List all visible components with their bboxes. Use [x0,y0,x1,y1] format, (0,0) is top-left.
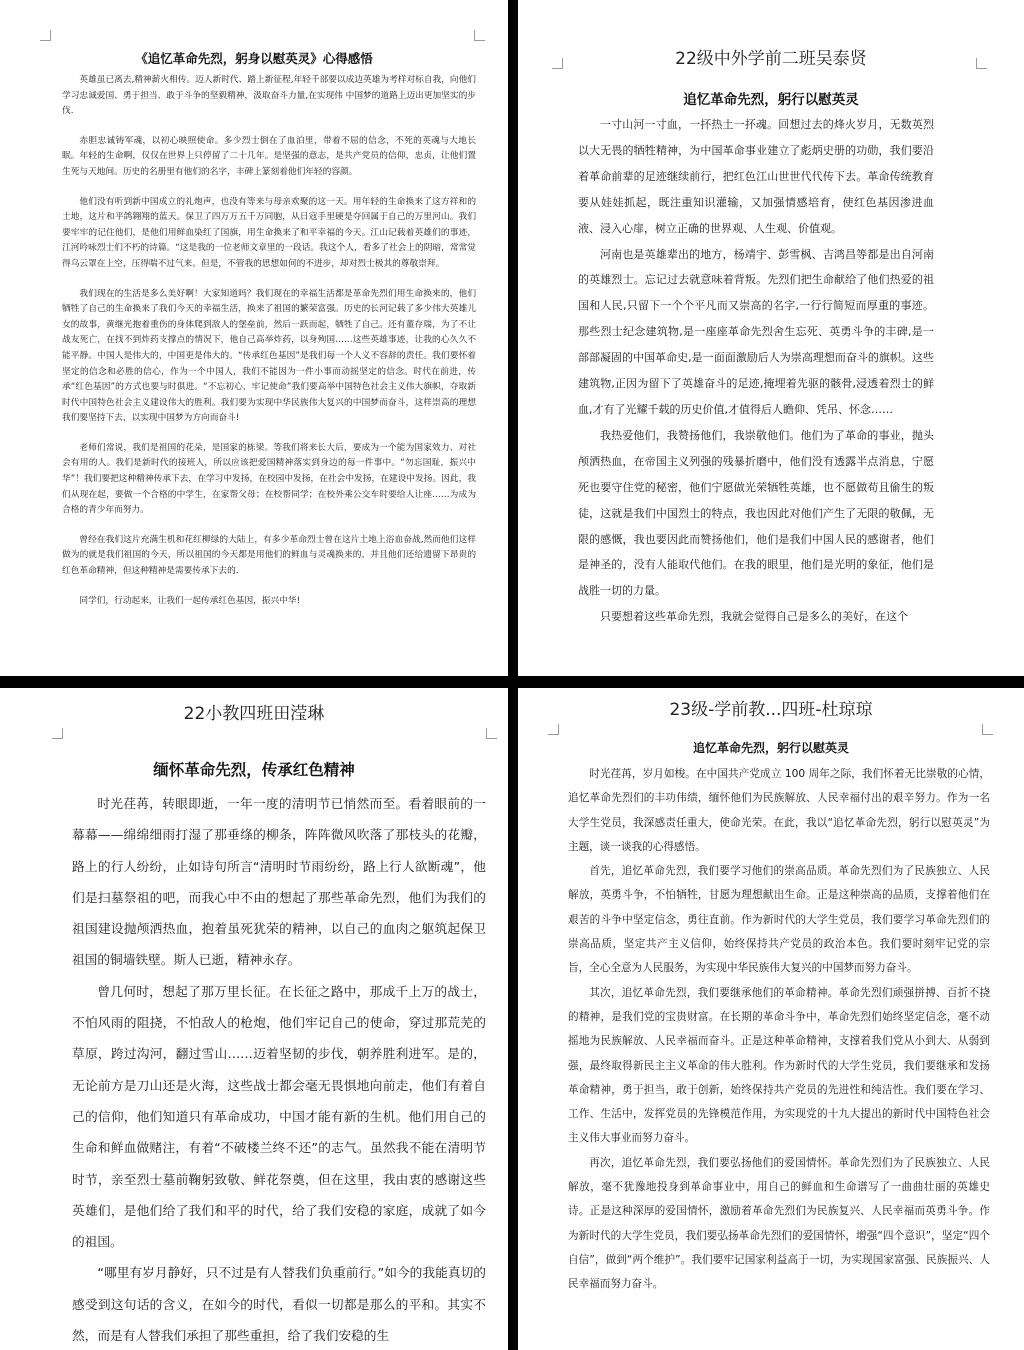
essay-body [72,788,486,1350]
author-header: 22小教四班田滢琳 [183,704,325,724]
paragraph: 曾几何时，想起了那万里长征。在长征之路中，那成千上万的战士，不怕风雨的阻挠，不怕敌人的枪炮，他们牢记自己的使命，穿过那荒芜的草原，跨过沟河，翻过雪山……迈着坚韧的步伐，朝养胜利进军。是的，无论前方是刀山还是火海，这些战士都会毫无畏惧地向前走，他们有着自己的信仰，他们知道只有革命成功，中国才能有新的生机。他们用自己的生命和鲜血做赌注，有着“不破楼兰终不还”的志气。虽然我不能在清明节时节，亲至烈士墓前鞠躬致敬、鲜花祭奠，但在这里，我由衷的感谢这些英雄们，是他们给了我们和平的时代，给了我们安稳的家庭，成就了如今的祖国。 [72,983,486,1250]
essay-body [578,112,934,654]
essay-title: 追忆革命先烈，躬行以慰英灵 [692,741,849,755]
essay-title: 追忆革命先烈，躬行以慰英灵 [683,92,859,108]
paragraph: 只要想着这些革命先烈，我就会觉得自己是多么的美好，在这个 [600,610,908,624]
paragraph: 同学们，行动起来，让我们一起传承红色基因，振兴中华! [79,595,301,606]
paragraph: 时光荏苒，岁月如梭。在中国共产党成立 100 周年之际，我们怀着无比崇敬的心情，追忆革命先烈们的丰功伟绩，缅怀他们为民族解放、人民幸福付出的艰辛努力。作为一名大学生党员，我深感责任重大，使命光荣。在此，我以“追忆革命先烈，躬行以慰英灵”为主题，谈一谈我的心得感悟。 [568,768,990,853]
essay-body [568,762,990,1342]
paragraph: 我热爱他们，我赞扬他们，我崇敬他们。他们为了革命的事业，抛头颅洒热血，在帝国主义列强的残暴折磨中，他们没有透露半点消息，宁愿死也要守住党的秘密，他们宁愿做光荣牺牲英雄，也不愿做苟且偷生的叛徒，这就是我们中国烈士的特点，我也因此对他们产生了无限的敬佩，无限的感慨，我也要因此而赞扬他们，他们是我们中国人民的感谢者，他们是神圣的，没有人能取代他们。在我的眼里，他们是光明的象征，他们是战胜一切的力量。 [578,428,934,598]
essay-body [62,73,476,656]
paragraph: 首先，追忆革命先烈，我们要学习他们的崇高品质。革命先烈们为了民族独立、人民解放，英勇斗争，不怕牺牲，甘愿为理想献出生命。正是这种崇高的品质，支撑着他们在艰苦的斗争中坚定信念，勇往直前。作为新时代的大学生党员，我们要学习革命先烈们的崇高品质，坚定共产主义信仰，始终保持共产党员的政治本色。我们要时刻牢记党的宗旨，全心全意为人民服务，为实现中华民族伟大复兴的中国梦而努力奋斗。 [568,865,990,975]
author-header: 23级-学前教...四班-杜琼琼 [669,700,873,720]
paragraph: 河南也是英雄辈出的地方，杨靖宇、彭雪枫、吉鸿昌等都是出自河南的英雄烈士。忘记过去就意味着背叛。先烈们把生命献给了他们热爱的祖国和人民,只留下一个个平凡而又崇高的名字,一行行简短而厚重的事迹。那些烈士纪念建筑物,是一座座革命先烈舍生忘死、英勇斗争的丰碑,是一部部凝固的中国革命史,是一面面激励后人为崇高理想而奋斗的旗帜。这些建筑物,正因为留下了英雄奋斗的足迹,掩埋着先驱的骸骨,浸透着烈士的鲜血,才有了光耀千载的历史价值,才值得后人瞻仰、凭吊、怀念…… [578,247,934,416]
page-corner-mark [486,728,497,739]
paragraph: 我们现在的生活是多么美好啊！大家知道吗？我们现在的幸福生活都是革命先烈们用生命换来的，他们牺牲了自己的生命换来了我们今天的幸福生活，换来了祖国的繁荣富强。历史的长河记载了多少伟大英雄儿女的故事，黄继光抱着重伤的身体爬到敌人的堡垒前，然后一跃而起，牺牲了自己。还有董存瑞，为了不让战友死亡，在找不到炸药支撑点的情况下，他自己高举炸药，以身殉国……这些英雄事迹，让我的心久久不能平静。中国人是伟大的，中国更是伟大的。“传承红色基因”是我们每一个人义不容辞的责任。我们要怀着坚定的信念和必胜的信心，作为一个中国人，我们不能因为一件小事而动摇坚定的信念。时代在前进，传承“红色基因”的方式也要与时俱进。“不忘初心，牢记使命”我们要高举中国特色社会主义伟大旗帜，夺取新时代中国特色社会主义建设伟大的胜利。我们要为实现中华民族伟大复兴的中国梦而奋斗，这样崇高的理想我们要坚持下去，以实现中国梦为方向而奋斗! [62,288,476,424]
page-corner-mark [40,30,51,41]
paragraph: 时光荏苒，转眼即逝，一年一度的清明节已悄然而至。看着眼前的一幕幕——绵绵细雨打湿了那垂绦的柳条，阵阵微风吹落了那枝头的花瓣，路上的行人纷纷，止如诗句所言“清明时节雨纷纷，路上行人欲断魂”，他们是扫墓祭祖的吧，而我心中不由的想起了那些革命先烈，他们为我们的祖国建设抛颅洒热血，抱着虽死犹荣的精神，以自己的血肉之躯筑起保卫祖国的铜墙铁壁。斯人已逝，精神永存。 [72,796,486,968]
page-corner-mark [982,724,993,735]
author-header: 22级中外学前二班吴泰贤 [675,49,867,69]
page-corner-mark [52,728,63,739]
page-corner-mark [548,724,559,735]
paragraph: 曾经在我们这片充满生机和花红柳绿的大陆上，有多少革命烈士曾在这片土地上浴血奋战,然而他们这样做为的就是我们祖国的今天，所以祖国的今天都是用他们的鲜血与灵魂换来的，并且他们还给遗留下昂贵的红色革命精神，但这种精神是需要传承下去的. [62,534,476,577]
paragraph: 一寸山河一寸血，一抔热土一抔魂。回想过去的烽火岁月，无数英烈以大无畏的牺牲精神，为中国革命事业建立了彪炳史册的功勋，我们要沿着革命前辈的足迹继续前行，把红色江山世世代代传下去。革命传统教育要从娃娃抓起，既注重知识灌输，又加强情感培育，使红色基因渗进血液、浸入心扉，树立正确的世界观、人生观、价值观。 [578,118,934,235]
essay-panel-1 [0,0,508,676]
page-corner-mark [474,30,485,41]
essay-title: 缅怀革命先烈，传承红色精神 [153,761,355,779]
essay-title: 《追忆革命先烈，躬身以慰英灵》心得感悟 [135,51,373,66]
paragraph: 英雄虽已离去,精神薪火相传。迈人新时代、踏上新征程,年轻千部要以成边英雄为考样对标自我，向他们学习忠诚爱国、勇于担当、敢于斗争的坚毅精神，汲取奋斗力量,在实现伟 中国梦的道路上迈出更加坚实的步伐. [62,75,476,117]
paragraph: 其次，追忆革命先烈，我们要继承他们的革命精神。革命先烈们顽强拼搏、百折不挠的精神，是我们党的宝贵财富。在长期的革命斗争中，革命先烈们始终坚定信念，毫不动摇地为民族解放、人民幸福而奋斗。正是这种革命精神，支撑着我们党从小到大、从弱到强，最终取得新民主主义革命的伟大胜利。作为新时代的大学生党员，我们要继承和发扬革命精神，勇于担当，敢于创新，始终保持共产党员的先进性和纯洁性。我们要在学习、工作、生活中，发挥党员的先锋模范作用，为实现党的十九大提出的新时代中国特色社会主义伟大事业而努力奋斗。 [568,986,990,1145]
paragraph: 他们没有听到新中国成立的礼炮声，也没有等来与母亲欢聚的这一天。用年轻的生命换来了这方祥和的土地，这片和平鸽翱翔的蓝天。保卫了四万万五千万同胞，从日寇手里硬是夺回属于自己的万里河山。我们要牢牢的记住他们，是他们用鲜血染红了国旗，用生命换来了和平幸福的今天。江山记载着英雄们的事迹，江河吟咏烈士们不朽的诗篇。“这是我的一位老师文章里的一段话。我这个人，看多了社会上的阴暗，常常觉得乌云罩在上空，压得喘不过气来。但是，不管我的思想如何的不进步，却对烈士极其的尊敬崇拜。 [62,196,476,269]
essay-panel-3 [0,688,508,1350]
essay-panel-2 [518,0,1024,676]
paragraph: 再次，追忆革命先烈，我们要弘扬他们的爱国情怀。革命先烈们为了民族独立、人民解放，毫不犹豫地投身到革命事业中，用自己的鲜血和生命谱写了一曲曲壮丽的英雄史诗。正是这种深厚的爱国情怀，激励着革命先烈们为民族复兴、人民幸福而英勇斗争。作为新时代的大学生党员，我们要弘扬革命先烈们的爱国情怀，增强“四个意识”，坚定“四个自信”，做到“两个维护”。我们要牢记国家利益高于一切，为实现国家富强、民族振兴、人民幸福而努力奋斗。 [568,1156,990,1291]
essay-panel-4 [518,688,1024,1350]
paragraph: 赤胆忠诚铸军魂，以初心映照使命。多少烈士倒在了血泊里，带着不屈的信念，不死的英魂与大地长眠。年轻的生命啊，仅仅在世界上只停留了二十几年。是坚强的意志，是共产党员的信仰，忠贞，让他们置生死与天地间。历史的名册里有他们的名字，丰碑上篆刻着他们年轻的容颜。 [62,135,476,177]
paragraph: “哪里有岁月静好，只不过是有人替我们负重前行。”如今的我能真切的感受到这句话的含义，在如今的时代，看似一切都是那么的平和。其实不然，而是有人替我们承担了那些重担，给了我们安稳的生 [72,1265,486,1344]
paragraph: 老师们常说，我们是祖国的花朵，是国家的栋梁。等我们将来长大后，要成为一个能为国家效力、对社会有用的人。我们是新时代的接班人，所以应该把爱国精神落实到身边的每一件事中。“勿忘国耻，振兴中华”！我们要把这种精神传承下去，在学习中发扬，在校园中发扬，在社会中发扬，在建设中发扬。因此，我们从现在起，要做一个合格的中学生，在家帮父母；在校帮同学；在校外乘公交车时要给人让座……为成为合格的青少年而努力。 [62,442,476,516]
